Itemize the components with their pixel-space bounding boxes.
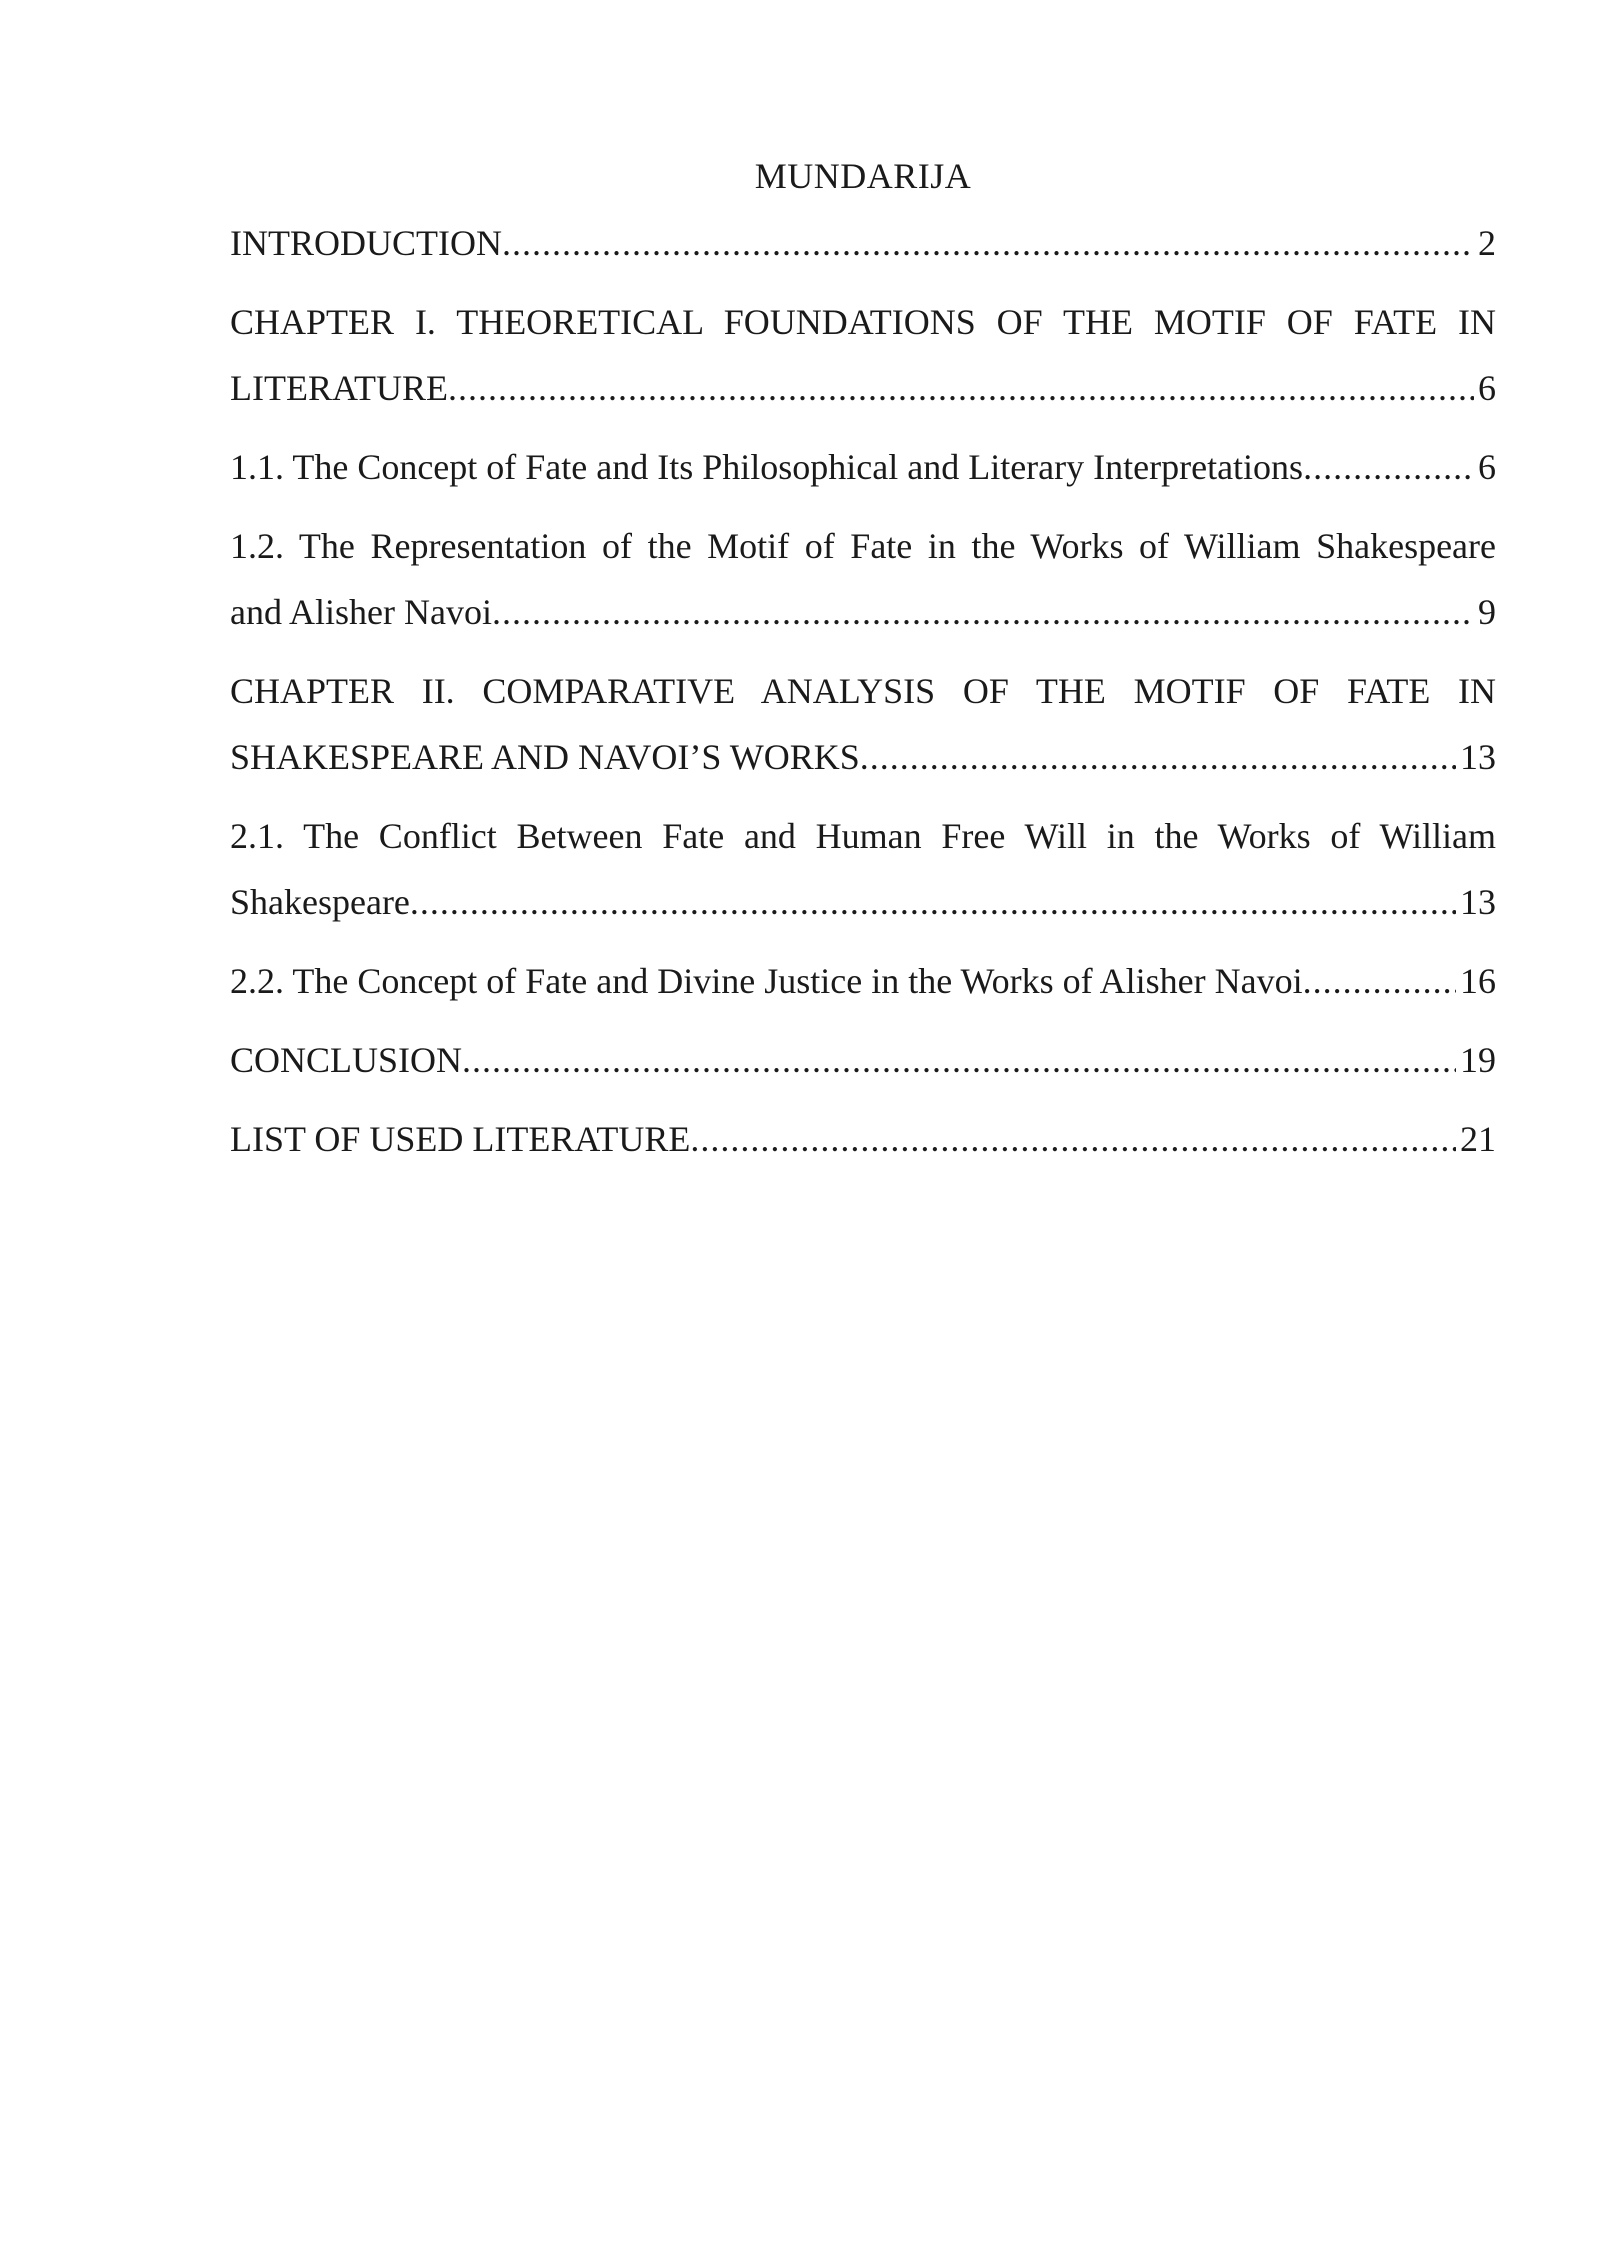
toc-entry bbox=[230, 434, 1496, 500]
toc-page-number: 21 bbox=[1460, 1119, 1496, 1159]
toc-entry-text: INTRODUCTION bbox=[230, 223, 502, 263]
dot-leader bbox=[410, 869, 1456, 935]
toc-entry bbox=[230, 658, 1496, 790]
toc-page-number: 19 bbox=[1460, 1040, 1496, 1080]
toc-page-number: 13 bbox=[1460, 882, 1496, 922]
toc-entry-line: CHAPTER I. THEORETICAL FOUNDATIONS OF THE MOTIF OF FATE IN bbox=[230, 302, 1496, 342]
toc-entry-line bbox=[230, 869, 1496, 935]
toc-page-number: 13 bbox=[1460, 737, 1496, 777]
toc-entry bbox=[230, 1027, 1496, 1093]
toc-page-number: 6 bbox=[1478, 368, 1496, 408]
dot-leader bbox=[448, 355, 1474, 421]
toc-page-number: 6 bbox=[1478, 447, 1496, 487]
dot-leader bbox=[1303, 948, 1456, 1014]
toc-entry-text: and Alisher Navoi bbox=[230, 592, 492, 632]
toc-entry-line: 2.1. The Conflict Between Fate and Human Free Will in the Works of William bbox=[230, 816, 1496, 856]
toc-entry bbox=[230, 289, 1496, 421]
toc-entry-line bbox=[230, 724, 1496, 790]
toc-entry-line: 1.2. The Representation of the Motif of Fate in the Works of William Shakespeare bbox=[230, 526, 1496, 566]
toc-entry-line bbox=[230, 1106, 1496, 1172]
toc-page-number: 16 bbox=[1460, 961, 1496, 1001]
dot-leader bbox=[502, 210, 1474, 276]
toc-entry-line bbox=[230, 434, 1496, 500]
toc-entry-line bbox=[230, 1027, 1496, 1093]
dot-leader bbox=[462, 1027, 1456, 1093]
toc-page-number: 9 bbox=[1478, 592, 1496, 632]
toc-entry bbox=[230, 803, 1496, 935]
toc-entry bbox=[230, 948, 1496, 1014]
toc-entry-text: CONCLUSION bbox=[230, 1040, 463, 1080]
toc-entry bbox=[230, 1106, 1496, 1172]
toc-entry-line: CHAPTER II. COMPARATIVE ANALYSIS OF THE MOTIF OF FATE IN bbox=[230, 671, 1496, 711]
toc-entry-line bbox=[230, 355, 1496, 421]
document-page bbox=[230, 150, 1496, 1185]
toc-entry-line bbox=[230, 210, 1496, 276]
dot-leader bbox=[690, 1106, 1456, 1172]
toc-list bbox=[230, 210, 1496, 1172]
toc-title: MUNDARIJA bbox=[754, 156, 972, 196]
toc-entry-line bbox=[230, 948, 1496, 1014]
toc-entry-text: 1.1. The Concept of Fate and Its Philosophical and Literary Interpretations bbox=[230, 447, 1304, 487]
dot-leader bbox=[860, 724, 1456, 790]
toc-page-number: 2 bbox=[1478, 223, 1496, 263]
toc-entry-text: SHAKESPEARE AND NAVOI’S WORKS bbox=[230, 737, 860, 777]
toc-entry-text: Shakespeare bbox=[230, 882, 410, 922]
toc-entry bbox=[230, 210, 1496, 276]
toc-entry-text: LIST OF USED LITERATURE bbox=[230, 1119, 691, 1159]
dot-leader bbox=[492, 579, 1474, 645]
toc-entry bbox=[230, 513, 1496, 645]
toc-entry-line bbox=[230, 579, 1496, 645]
toc-entry-text: 2.2. The Concept of Fate and Divine Justice in the Works of Alisher Navoi bbox=[230, 961, 1303, 1001]
toc-entry-text: LITERATURE bbox=[230, 368, 448, 408]
dot-leader bbox=[1303, 434, 1474, 500]
